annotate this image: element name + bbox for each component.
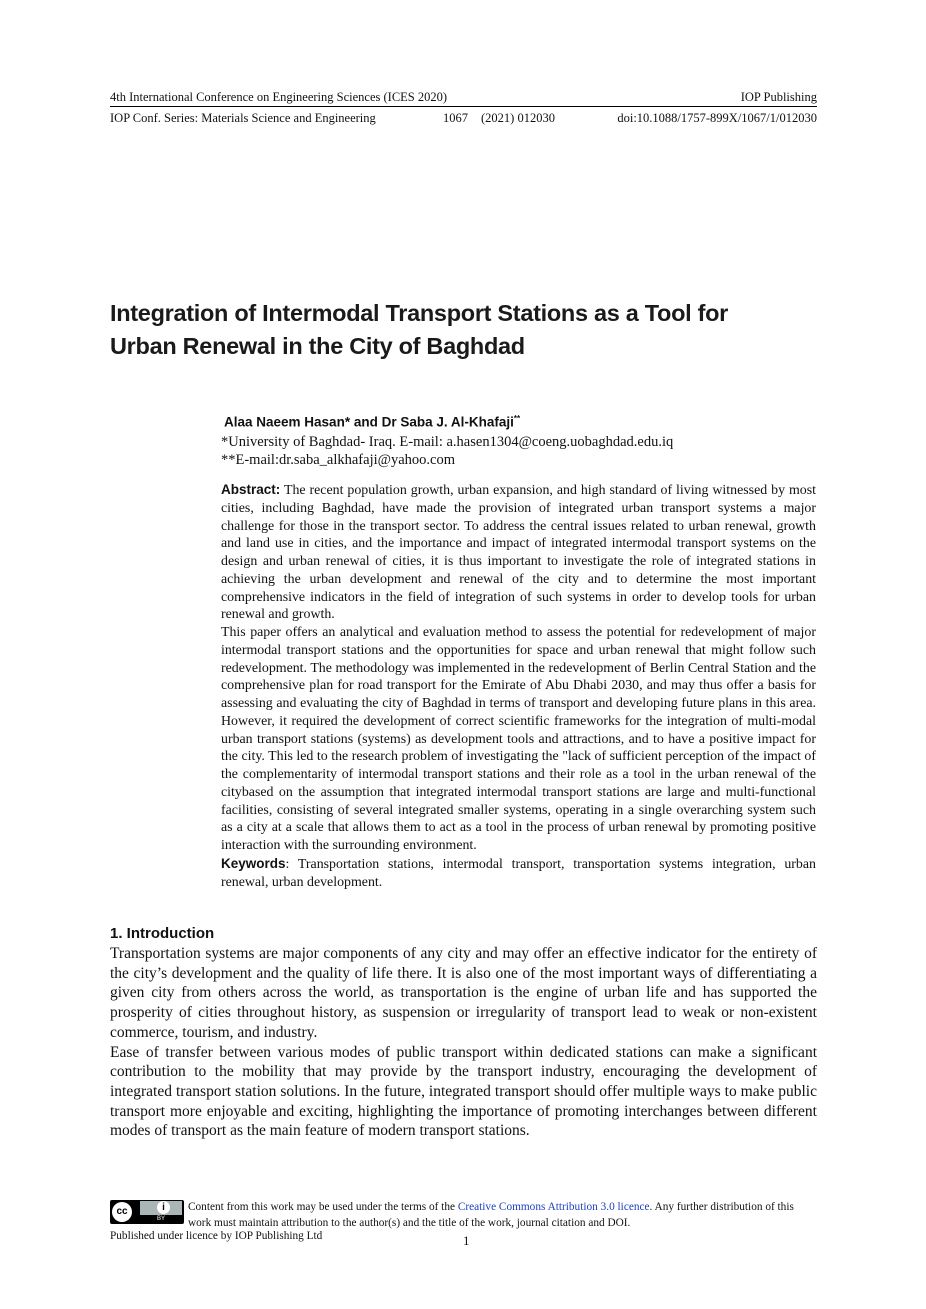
author-mark: ** <box>513 414 521 423</box>
header-volume: 1067 <box>443 111 468 125</box>
header-doi: doi:10.1088/1757-899X/1067/1/012030 <box>617 111 817 125</box>
abstract-paragraph-1 <box>221 481 816 624</box>
cc-icon: cc <box>112 1202 132 1222</box>
abstract-label: Abstract: <box>221 482 281 497</box>
introduction-paragraph-2: Ease of transfer between various modes of public transport within dedicated stations can make a significant contribution to the mobility that may provide by the transport industry, encouraging the development of integrated transport station solutions. In the future, integrated transport should offer multiple ways to make public transport more enjoyable and exciting, highlighting the importance of promoting interchanges between different modes of transport as the main feature of modern transport stations. <box>110 1043 817 1140</box>
affiliation-2: **E-mail:dr.saba_alkhafaji@yahoo.com <box>221 452 456 468</box>
published-notice: Published under licence by IOP Publishing Ltd <box>110 1230 323 1242</box>
header-series: IOP Conf. Series: Materials Science and Engineering <box>110 111 376 125</box>
abstract-text-1: The recent population growth, urban expansion, and high standard of living witnessed by most cities, including Baghdad, have made the provision of integrated urban transport systems a major challenge for those in the transport sector. To address the central issues related to urban renewal, growth and land use in cities, and the importance and impact of integrated intermodal transport systems on the design and urban renewal of cities, it is thus important to investigate the role of integrated stations in achieving the urban development and renewal of the city and to determine the most important comprehensive indicators in the field of integration of such systems in order to develop tools for urban renewal and growth. <box>221 483 816 623</box>
license-notice <box>188 1199 817 1231</box>
introduction-paragraph-1: Transportation systems are major components of any city and may offer an effective indicator for the entirety of the city’s development and the quality of life there. It is also one of the most important ways of differentiating a given city from others across the world, as transportation is the engine of urban life and has supported the prosperity of cities throughout history, as suspension or irregularity of transport lead to weak or non-existent commerce, tourism, and industry. <box>110 945 817 1041</box>
paper-title-line2: Urban Renewal in the City of Baghdad <box>110 333 525 359</box>
license-text-pre: Content from this work may be used under the terms of the <box>188 1201 455 1213</box>
header-year-article: (2021) 012030 <box>481 111 555 125</box>
cc-by-label: BY <box>156 1216 165 1222</box>
license-link[interactable]: Creative Commons Attribution 3.0 licence <box>457 1201 650 1213</box>
keywords-label: Keywords <box>221 855 286 871</box>
abstract-block <box>221 481 816 891</box>
introduction-body <box>110 944 817 1141</box>
affiliation-1: *University of Baghdad- Iraq. E-mail: a.hasen1304@coeng.uobaghdad.edu.iq <box>221 434 674 450</box>
cc-by-license-badge[interactable] <box>110 1200 184 1224</box>
author-list <box>224 414 520 430</box>
abstract-paragraph-2: This paper offers an analytical and evaluation method to assess the potential for redevelopment of major intermodal transport stations and the opportunities for space and urban renewal that might follow such redevelopment. The methodology was implemented in the redevelopment of Berlin Central Station and the comprehensive plan for road transport for the Emirate of Abu Dhabi 2030, and may thus offer a basis for assessing and evaluating the city of Baghdad in terms of transport and developing future plans in this area. However, it required the development of correct scientific frameworks for the integration of multi-modal urban transport stations (systems) as development tools and attractions, and to have a positive impact for the city. This led to the research problem of investigating the "lack of sufficient perception of the impact of the complementarity of intermodal transport stations and their role as a tool in the urban renewal of the citybased on the assumption that integrated intermodal transport stations are large and multi-functional facilities, consisting of several integrated smaller systems, operating in a single overarching system such as a city at a scale that allows them to act as a tool in the process of urban renewal by promoting positive interaction with the surrounding environment. <box>221 625 816 853</box>
paper-title-line1: Integration of Intermodal Transport Stations as a Tool for <box>110 300 729 326</box>
author-names: Alaa Naeem Hasan* and Dr Saba J. Al-Khafaji <box>224 414 514 430</box>
page-number: 1 <box>463 1233 470 1248</box>
paper-title <box>110 297 810 363</box>
license-text-post: . Any further distribution of this work must maintain attribution to the author(s) and the title of the work, journal citation and DOI. <box>188 1201 794 1229</box>
header-rule <box>110 106 817 107</box>
keywords-text: : Transportation stations, intermodal transport, transportation systems integration, urban renewal, urban development. <box>221 856 816 890</box>
section-heading-introduction: 1. Introduction <box>110 925 215 942</box>
attribution-person-icon: i <box>157 1201 170 1214</box>
keywords-paragraph <box>221 855 816 892</box>
header-conference: 4th International Conference on Engineering Sciences (ICES 2020) <box>110 90 448 104</box>
header-publisher: IOP Publishing <box>740 90 817 104</box>
